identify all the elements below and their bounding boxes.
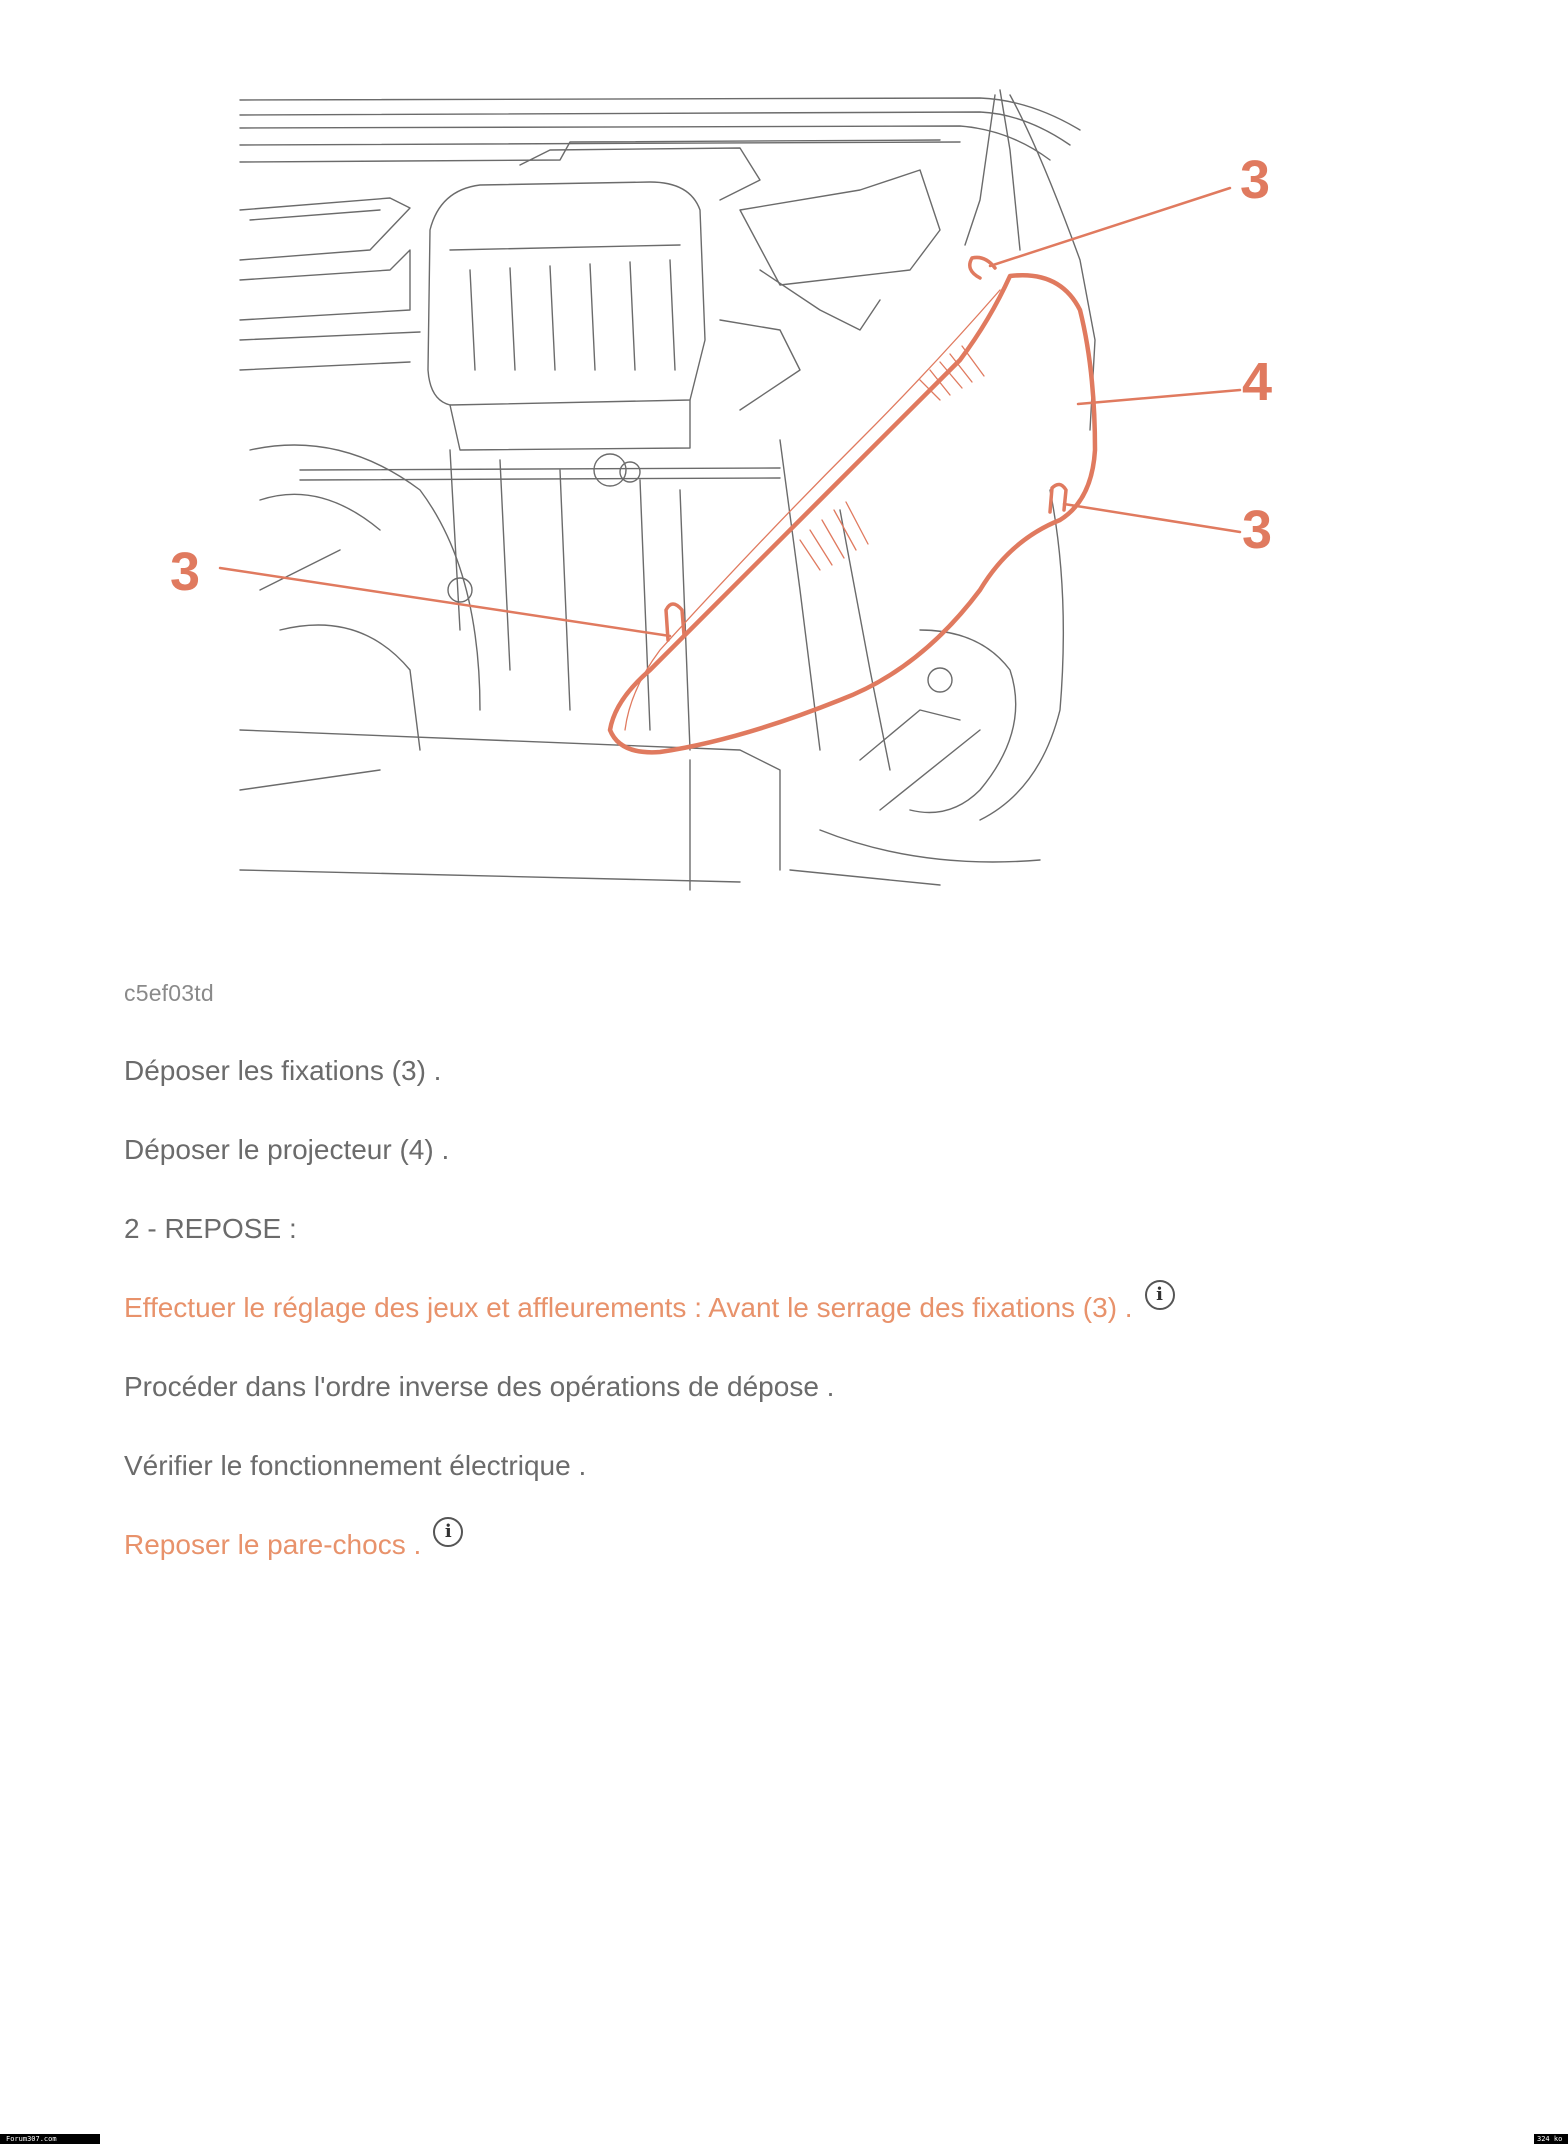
step-text: Déposer les fixations (3) . xyxy=(124,1055,442,1086)
step-text: Vérifier le fonctionnement électrique . xyxy=(124,1450,587,1481)
bumper-arch xyxy=(790,490,1063,885)
cowl-vents xyxy=(240,198,420,370)
step-text: Procéder dans l'ordre inverse des opérations de dépose . xyxy=(124,1371,835,1402)
step-remove-headlamp xyxy=(124,1134,449,1166)
step-text: Déposer le projecteur (4) . xyxy=(124,1134,450,1165)
air-box xyxy=(428,148,760,450)
step-adjust-gaps-link[interactable] xyxy=(124,1284,1175,1324)
step-refit-bumper-link[interactable] xyxy=(124,1521,463,1561)
step-remove-fixings xyxy=(124,1055,441,1087)
footer-watermark-right xyxy=(1534,2134,1568,2144)
step-check-electrical xyxy=(124,1450,586,1482)
hood-lines xyxy=(240,90,1095,430)
callout-lines xyxy=(220,188,1240,636)
callout-number: 3 xyxy=(170,542,201,602)
step-reverse-order xyxy=(124,1371,834,1403)
section-heading-refit xyxy=(124,1213,297,1245)
footer-site-text: Forum307.com xyxy=(6,2135,57,2143)
footer-size-text: 324 ko xyxy=(1537,2135,1563,2143)
footer-watermark-left xyxy=(0,2134,100,2144)
step-link-text[interactable]: Effectuer le réglage des jeux et affleurements : Avant le serrage des fixations (3) . xyxy=(124,1292,1133,1323)
callout-number: 3 xyxy=(1240,150,1271,210)
info-icon[interactable]: i xyxy=(1145,1280,1175,1310)
callout-number: 4 xyxy=(1242,352,1273,412)
callout-number: 3 xyxy=(1242,500,1273,560)
figure-caption: c5ef03td xyxy=(124,980,214,1006)
section-heading: 2 - REPOSE : xyxy=(124,1213,297,1244)
fixation-tabs xyxy=(666,257,1066,640)
info-icon[interactable]: i xyxy=(433,1517,463,1547)
step-link-text[interactable]: Reposer le pare-chocs . xyxy=(124,1529,422,1560)
headlamp-diagram xyxy=(170,70,1360,910)
